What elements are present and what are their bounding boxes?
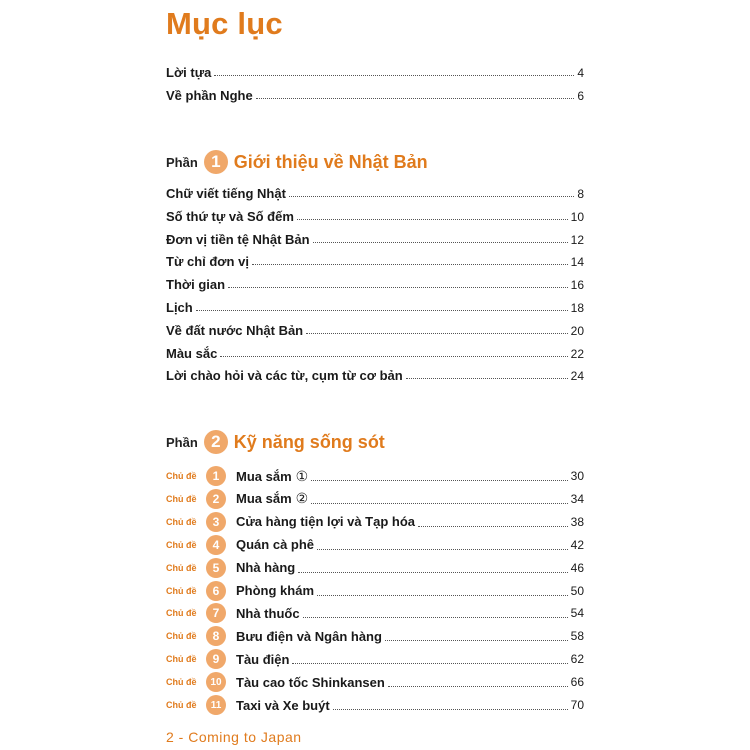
topic-entry[interactable] xyxy=(166,603,584,623)
dot-leader xyxy=(292,662,567,664)
toc-entry-page: 22 xyxy=(570,346,584,361)
topic-number-badge: 11 xyxy=(206,695,226,715)
topic-entry[interactable] xyxy=(166,695,584,715)
topic-number-badge: 10 xyxy=(206,672,226,692)
dot-leader xyxy=(317,594,568,596)
toc-entry-label: Từ chỉ đơn vị xyxy=(166,254,249,270)
toc-entry-label: Lời tựa xyxy=(166,65,212,80)
toc-entry[interactable] xyxy=(166,204,584,224)
topic-page: 62 xyxy=(570,652,584,667)
dot-leader xyxy=(306,332,568,334)
topic-entry[interactable] xyxy=(166,535,584,555)
topic-label: Phòng khám xyxy=(236,583,315,598)
topic-label: Taxi và Xe buýt xyxy=(236,697,330,713)
dot-leader xyxy=(256,97,575,99)
topic-word: Chủ đề xyxy=(166,631,197,642)
part-2-word: Phần xyxy=(166,434,198,450)
topic-number-badge: 9 xyxy=(206,649,226,669)
part-1-title: Giới thiệu về Nhật Bản xyxy=(233,151,428,172)
topic-sub-number: ① xyxy=(295,467,309,484)
topic-page: 46 xyxy=(570,560,584,575)
dot-leader xyxy=(303,616,568,618)
topic-number-badge: 1 xyxy=(206,466,226,486)
dot-leader xyxy=(333,708,568,710)
toc-entry-label: Chữ viết tiếng Nhật xyxy=(166,186,286,201)
topic-word: Chủ đề xyxy=(166,608,197,619)
topic-label: Nhà hàng xyxy=(236,560,296,576)
topic-word: Chủ đề xyxy=(166,493,197,504)
toc-entry-page: 12 xyxy=(570,232,584,247)
topic-word: Chủ đề xyxy=(166,516,197,527)
topic-page: 42 xyxy=(570,537,584,552)
topic-label: Mua sắm xyxy=(236,491,292,507)
toc-entry-label: Về phần Nghe xyxy=(166,88,253,103)
topic-label: Tàu điện xyxy=(236,651,290,667)
part-1-number-badge: 1 xyxy=(204,150,228,174)
topic-label: Mua sắm xyxy=(236,468,292,484)
toc-entry-page: 10 xyxy=(570,209,584,224)
dot-leader xyxy=(406,377,568,379)
topic-word: Chủ đề xyxy=(166,700,197,710)
toc-entry-page: 14 xyxy=(570,255,584,270)
part-2-number-badge: 2 xyxy=(204,430,228,454)
toc-entry[interactable] xyxy=(166,181,584,201)
toc-entry-page: 6 xyxy=(577,89,584,103)
part-2-title: Kỹ năng sống sót xyxy=(233,431,385,452)
dot-leader xyxy=(317,548,568,550)
toc-entry-page: 18 xyxy=(570,301,584,315)
topic-page: 58 xyxy=(570,629,584,644)
topic-label: Cửa hàng tiện lợi và Tạp hóa xyxy=(236,514,416,530)
part-1-word: Phần xyxy=(166,154,198,170)
dot-leader xyxy=(252,263,568,265)
dot-leader xyxy=(311,479,567,481)
dot-leader xyxy=(418,525,568,527)
toc-entry[interactable] xyxy=(166,341,584,361)
topic-page: 54 xyxy=(570,606,584,621)
toc-entry[interactable] xyxy=(166,83,584,103)
topic-number-badge: 3 xyxy=(206,512,226,532)
dot-leader xyxy=(289,195,574,197)
topic-word: Chủ đề xyxy=(166,471,197,481)
topic-number-badge: 8 xyxy=(206,626,226,646)
topic-entry[interactable] xyxy=(166,489,584,509)
topic-number-badge: 2 xyxy=(206,489,226,509)
topic-number-badge: 4 xyxy=(206,535,226,555)
toc-entry-page: 4 xyxy=(577,66,584,80)
page-footer: 2 - Coming to Japan xyxy=(166,729,302,745)
topic-word: Chủ đề xyxy=(166,585,197,596)
topic-word: Chủ đề xyxy=(166,677,197,688)
topic-entry[interactable] xyxy=(166,558,584,578)
toc-entry[interactable] xyxy=(166,363,584,383)
topic-entry[interactable] xyxy=(166,626,584,646)
toc-entry-label: Lời chào hỏi và các từ, cụm từ cơ bản xyxy=(166,368,403,384)
topic-entry[interactable] xyxy=(166,672,584,692)
topic-page: 70 xyxy=(570,698,584,712)
dot-leader xyxy=(228,286,568,288)
part-2-header xyxy=(166,428,385,456)
dot-leader xyxy=(311,502,567,504)
topic-word: Chủ đề xyxy=(166,562,197,573)
topic-sub-number: ② xyxy=(295,490,309,507)
toc-entry-page: 16 xyxy=(570,278,584,293)
topic-word: Chủ đề xyxy=(166,539,197,550)
toc-entry-label: Số thứ tự và Số đếm xyxy=(166,208,294,224)
topic-label: Nhà thuốc xyxy=(236,605,300,621)
toc-entry[interactable] xyxy=(166,272,584,292)
toc-entry-label: Đơn vị tiền tệ Nhật Bản xyxy=(166,231,310,247)
dot-leader xyxy=(388,685,568,687)
topic-entry[interactable] xyxy=(166,466,584,486)
part-1-header xyxy=(166,148,428,176)
topic-label: Tàu cao tốc Shinkansen xyxy=(236,674,385,690)
toc-entry-label: Về đất nước Nhật Bản xyxy=(166,322,304,338)
toc-entry-label: Thời gian xyxy=(166,277,226,293)
topic-page: 66 xyxy=(570,675,584,690)
toc-entry[interactable] xyxy=(166,249,584,269)
dot-leader xyxy=(297,218,568,220)
topic-number-badge: 7 xyxy=(206,603,226,623)
topic-entry[interactable] xyxy=(166,512,584,532)
topic-page: 30 xyxy=(570,469,584,483)
topic-page: 38 xyxy=(570,514,584,529)
topic-page: 34 xyxy=(570,491,584,506)
toc-entry[interactable] xyxy=(166,318,584,338)
dot-leader xyxy=(298,571,567,573)
page-title: Mục lục xyxy=(166,6,283,41)
topic-word: Chủ đề xyxy=(166,654,197,665)
toc-entry[interactable] xyxy=(166,60,584,80)
toc-entry-page: 8 xyxy=(577,187,584,201)
dot-leader xyxy=(196,309,568,311)
topic-label: Quán cà phê xyxy=(236,537,315,553)
topic-label: Bưu điện và Ngân hàng xyxy=(236,628,382,644)
topic-page: 50 xyxy=(570,583,584,598)
toc-entry-page: 20 xyxy=(570,323,584,338)
topic-number-badge: 6 xyxy=(206,581,226,601)
topic-number-badge: 5 xyxy=(206,558,226,578)
dot-leader xyxy=(385,639,568,641)
dot-leader xyxy=(214,74,574,76)
dot-leader xyxy=(313,241,568,243)
toc-entry[interactable] xyxy=(166,227,584,247)
toc-entry[interactable] xyxy=(166,295,584,315)
topic-entry[interactable] xyxy=(166,649,584,669)
toc-entry-label: Màu sắc xyxy=(166,345,218,361)
topic-entry[interactable] xyxy=(166,581,584,601)
toc-entry-label: Lịch xyxy=(166,300,193,315)
dot-leader xyxy=(220,355,567,357)
toc-entry-page: 24 xyxy=(570,369,584,384)
